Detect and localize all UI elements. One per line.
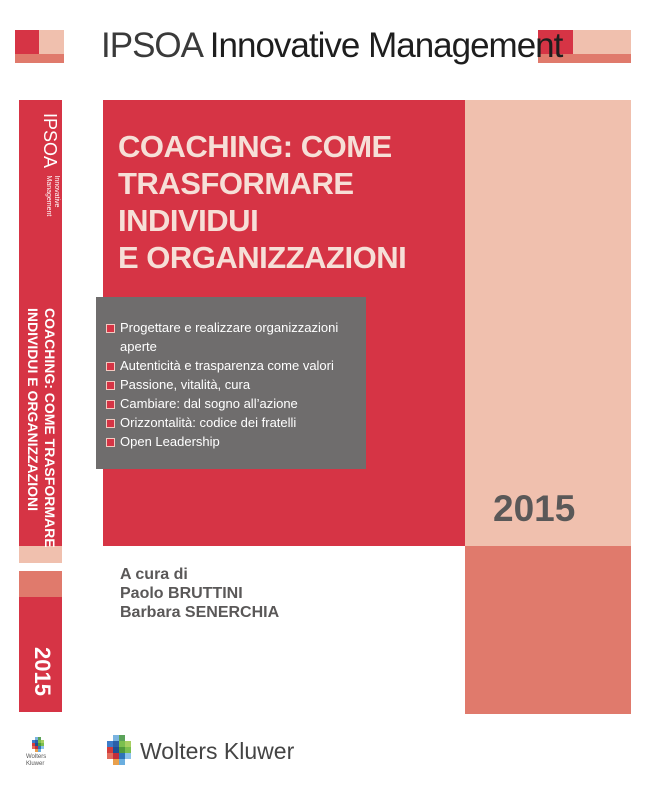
topic-text: Progettare e realizzare organizzazioni aperte: [120, 320, 339, 354]
front-salmon-block: [465, 546, 631, 714]
spine-publisher-line1: Wolters: [26, 754, 47, 760]
series-brand: [101, 26, 563, 66]
topic-item: [106, 318, 358, 356]
editors-credit: [120, 565, 420, 622]
topic-text: Orizzontalità: codice dei fratelli: [120, 415, 297, 430]
topics-box: [96, 297, 366, 469]
editor-name: Barbara SENERCHIA: [120, 604, 280, 621]
book-title: [118, 128, 458, 276]
publisher-name: Wolters Kluwer: [140, 738, 295, 764]
spine-brand-suffix-line2: Management: [45, 175, 52, 217]
topic-text: Autenticità e trasparenza come valori: [120, 358, 334, 373]
wolters-kluwer-logo-icon: [103, 735, 135, 767]
spine-brand-prefix: IPSOA: [40, 113, 60, 169]
editor-name: Paolo BRUTTINI: [120, 585, 243, 602]
topic-text: Passione, vitalità, cura: [120, 377, 251, 392]
bullet-square-icon: [106, 324, 115, 333]
spine-title-line1: COACHING: COME TRASFORMARE: [42, 308, 58, 548]
topics-list: [96, 297, 366, 451]
book-title-line: COACHING: COME: [118, 129, 392, 164]
spine-title: [20, 308, 60, 548]
spine-publisher-line2: Kluwer: [26, 761, 45, 767]
credit-label: A cura di: [120, 566, 188, 583]
spine-title-line2: INDIVIDUI E ORGANIZZAZIONI: [25, 308, 41, 511]
topic-item: [106, 375, 358, 394]
spine-brand-suffix-line1: Innovative: [53, 175, 60, 208]
header-left-red-block: [15, 30, 39, 54]
spine-publisher-name: [26, 754, 56, 772]
spine-salmon-band: [19, 571, 62, 597]
spine-brand: [20, 113, 60, 218]
book-title-line: INDIVIDUI: [118, 203, 259, 238]
wolters-kluwer-small-logo-icon: [30, 737, 46, 753]
brand-prefix: IPSOA: [101, 26, 202, 65]
bullet-square-icon: [106, 400, 115, 409]
bullet-square-icon: [106, 438, 115, 447]
spine-year-text: 2015: [30, 647, 55, 696]
topic-item: [106, 394, 358, 413]
header-right-peach-block: [573, 30, 631, 54]
brand-suffix: Innovative Management: [209, 26, 563, 65]
spine-white-gap: [19, 563, 62, 571]
cover-year: 2015: [493, 488, 576, 529]
topic-item: [106, 432, 358, 451]
spine-peach-band: [19, 546, 62, 563]
bullet-square-icon: [106, 362, 115, 371]
header-left-peach-block: [39, 30, 64, 54]
topic-text: Cambiare: dal sogno all’azione: [120, 396, 298, 411]
book-title-line: E ORGANIZZAZIONI: [118, 240, 407, 275]
book-title-line: TRASFORMARE: [118, 166, 354, 201]
spine-brand-suffix: [44, 175, 60, 216]
header-left-salmon-strip: [15, 54, 64, 63]
topic-text: Open Leadership: [120, 434, 220, 449]
topic-item: [106, 413, 358, 432]
topic-item: [106, 356, 358, 375]
front-peach-column: [465, 100, 631, 546]
spine-year: [20, 647, 60, 703]
bullet-square-icon: [106, 419, 115, 428]
bullet-square-icon: [106, 381, 115, 390]
